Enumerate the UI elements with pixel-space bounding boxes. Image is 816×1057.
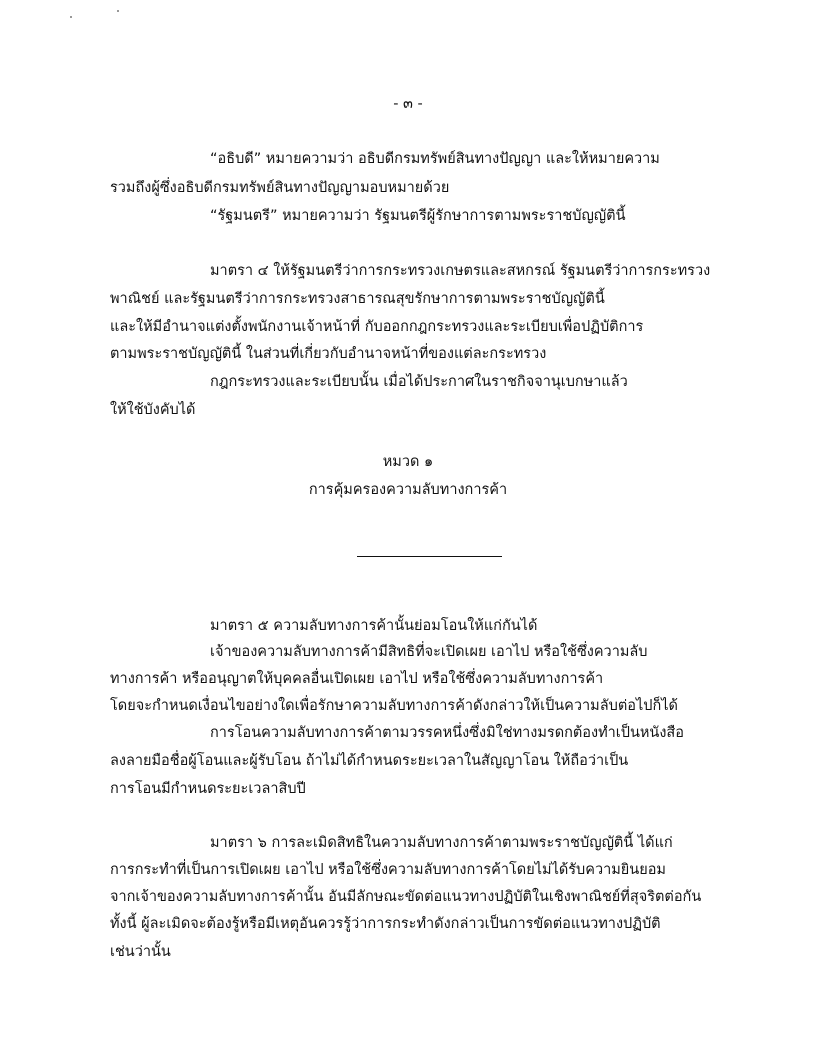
definition-minister-line: “รัฐมนตรี” หมายความว่า รัฐมนตรีผู้รักษาการตามพระราชบัญญัตินี้ (210, 208, 626, 224)
section6-line: จากเจ้าของความลับทางการค้านั้น อันมีลักษณะขัดต่อแนวทางปฏิบัติในเชิงพาณิชย์ที่สุจริตต่อกัน (110, 889, 702, 905)
section5-line: การโอนมีกำหนดระยะเวลาสิบปี (110, 781, 306, 797)
section4-line: และให้มีอำนาจแต่งตั้งพนักงานเจ้าหน้าที่ กับออกกฎกระทรวงและระเบียบเพื่อปฏิบัติการ (110, 319, 644, 335)
section6-line: การกระทำที่เป็นการเปิดเผย เอาไป หรือใช้ซึ่งความลับทางการค้าโดยไม่ได้รับความยินยอม (110, 862, 666, 878)
section5-line: ลงลายมือชื่อผู้โอนและผู้รับโอน ถ้าไม่ได้กำหนดระยะเวลาในสัญญาโอน ให้ถือว่าเป็น (110, 753, 629, 769)
section4-line: พาณิชย์ และรัฐมนตรีว่าการกระทรวงสาธารณสุขรักษาการตามพระราชบัญญัตินี้ (110, 291, 605, 307)
section5-line: ทางการค้า หรืออนุญาตให้บุคคลอื่นเปิดเผย เอาไป หรือใช้ซึ่งความลับทางการค้า (110, 671, 604, 687)
definition-director-line2: รวมถึงผู้ซึ่งอธิบดีกรมทรัพย์สินทางปัญญามอบหมายด้วย (110, 180, 450, 196)
section5-line: มาตรา ๕ ความลับทางการค้านั้นย่อมโอนให้แก่กันได้ (210, 618, 538, 634)
section5-line: การโอนความลับทางการค้าตามวรรคหนึ่งซึ่งมิใช่ทางมรดกต้องทำเป็นหนังสือ (210, 725, 684, 741)
section6-line: เช่นว่านั้น (110, 944, 171, 960)
section5-line: โดยจะกำหนดเงื่อนไขอย่างใดเพื่อรักษาความลับทางการค้าดังกล่าวให้เป็นความลับต่อไปก็ได้ (110, 698, 678, 714)
chapter-title: การคุ้มครองความลับทางการค้า (308, 482, 508, 498)
section-divider (357, 556, 502, 557)
scan-speck (117, 10, 119, 12)
section6-line: มาตรา ๖ การละเมิดสิทธิในความลับทางการค้าตามพระราชบัญญัตินี้ ได้แก่ (210, 835, 673, 851)
section5-line: เจ้าของความลับทางการค้ามีสิทธิที่จะเปิดเผย เอาไป หรือใช้ซึ่งความลับ (210, 644, 648, 660)
definition-director-line1: “อธิบดี” หมายความว่า อธิบดีกรมทรัพย์สินทางปัญญา และให้หมายความ (210, 151, 660, 167)
scan-speck (70, 16, 72, 18)
section4-line: กฎกระทรวงและระเบียบนั้น เมื่อได้ประกาศในราชกิจจานุเบกษาแล้ว (210, 374, 628, 390)
section4-line: ตามพระราชบัญญัตินี้ ในส่วนที่เกี่ยวกับอำนาจหน้าที่ของแต่ละกระทรวง (110, 346, 547, 362)
chapter-heading: หมวด ๑ (382, 454, 434, 470)
section6-line: ทั้งนี้ ผู้ละเมิดจะต้องรู้หรือมีเหตุอันควรรู้ว่าการกระทำดังกล่าวเป็นการขัดต่อแนวทางปฏิบัติ (110, 916, 661, 932)
page-number: - ๓ - (393, 96, 423, 112)
section4-line: ให้ใช้บังคับได้ (110, 402, 196, 418)
section4-line: มาตรา ๔ ให้รัฐมนตรีว่าการกระทรวงเกษตรและสหกรณ์ รัฐมนตรีว่าการกระทรวง (210, 263, 711, 279)
